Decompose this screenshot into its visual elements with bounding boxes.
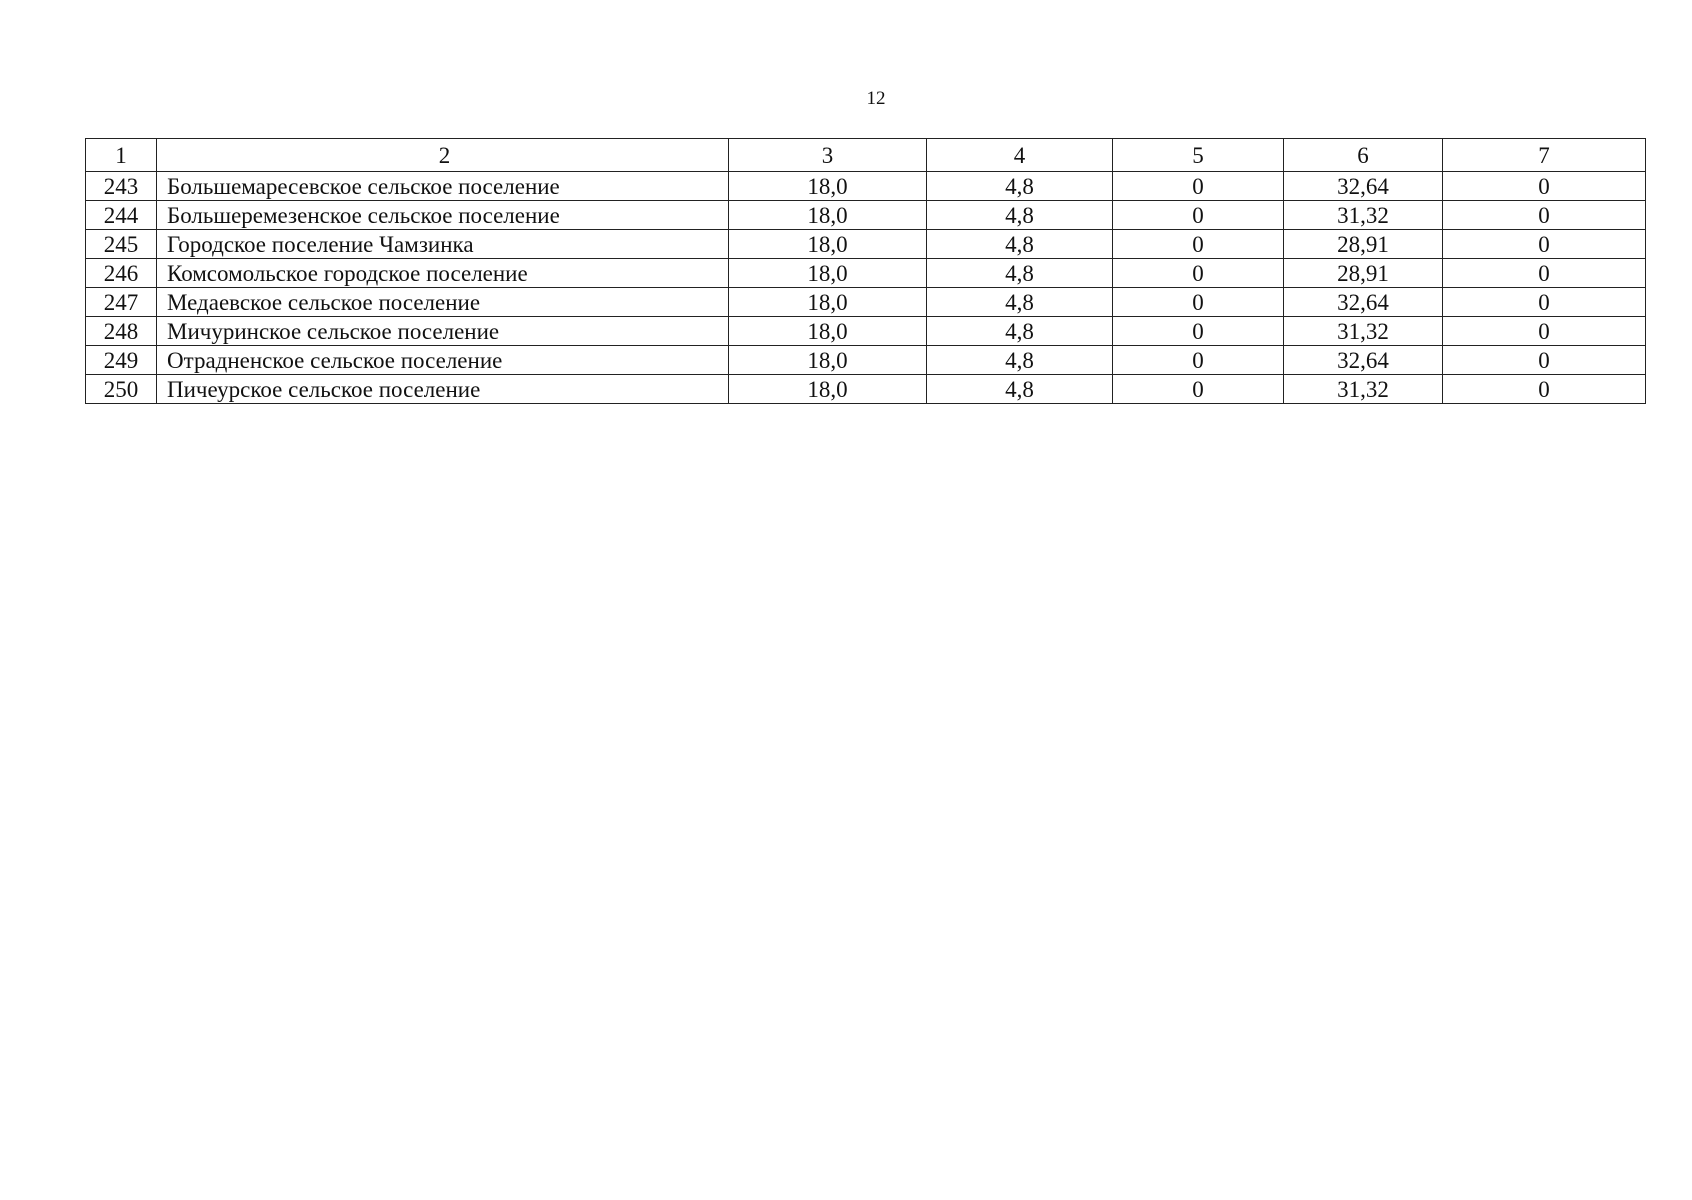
settlement-name-cell: Пичеурское сельское поселение [157, 375, 729, 404]
value-cell: 18,0 [729, 201, 927, 230]
row-number-cell: 248 [86, 317, 157, 346]
value-cell: 32,64 [1284, 288, 1443, 317]
value-cell: 4,8 [927, 375, 1113, 404]
table-row [86, 288, 1646, 317]
value-cell: 0 [1113, 230, 1284, 259]
table-row [86, 230, 1646, 259]
value-cell: 18,0 [729, 288, 927, 317]
table-row [86, 317, 1646, 346]
header-cell: 4 [927, 139, 1113, 172]
value-cell: 4,8 [927, 346, 1113, 375]
row-number-cell: 249 [86, 346, 157, 375]
value-cell: 0 [1113, 201, 1284, 230]
table-header-row [86, 139, 1646, 172]
value-cell: 4,8 [927, 288, 1113, 317]
settlement-name-cell: Городское поселение Чамзинка [157, 230, 729, 259]
row-number-cell: 246 [86, 259, 157, 288]
value-cell: 0 [1443, 288, 1646, 317]
value-cell: 32,64 [1284, 346, 1443, 375]
value-cell: 0 [1113, 375, 1284, 404]
settlement-name-cell: Большемаресевское сельское поселение [157, 172, 729, 201]
table-row [86, 375, 1646, 404]
value-cell: 4,8 [927, 259, 1113, 288]
value-cell: 0 [1443, 317, 1646, 346]
settlement-name-cell: Большеремезенское сельское поселение [157, 201, 729, 230]
value-cell: 4,8 [927, 172, 1113, 201]
value-cell: 0 [1113, 259, 1284, 288]
value-cell: 4,8 [927, 201, 1113, 230]
row-number-cell: 244 [86, 201, 157, 230]
row-number-cell: 245 [86, 230, 157, 259]
table-row [86, 172, 1646, 201]
header-cell: 3 [729, 139, 927, 172]
value-cell: 0 [1443, 346, 1646, 375]
value-cell: 4,8 [927, 317, 1113, 346]
settlement-name-cell: Мичуринское сельское поселение [157, 317, 729, 346]
value-cell: 31,32 [1284, 201, 1443, 230]
table-row [86, 201, 1646, 230]
value-cell: 4,8 [927, 230, 1113, 259]
value-cell: 0 [1113, 346, 1284, 375]
value-cell: 32,64 [1284, 172, 1443, 201]
header-cell: 5 [1113, 139, 1284, 172]
value-cell: 18,0 [729, 172, 927, 201]
settlement-name-cell: Отрадненское сельское поселение [157, 346, 729, 375]
table-row [86, 259, 1646, 288]
settlement-name-cell: Медаевское сельское поселение [157, 288, 729, 317]
value-cell: 0 [1443, 201, 1646, 230]
value-cell: 0 [1443, 230, 1646, 259]
value-cell: 28,91 [1284, 230, 1443, 259]
value-cell: 18,0 [729, 346, 927, 375]
row-number-cell: 247 [86, 288, 157, 317]
header-cell: 1 [86, 139, 157, 172]
value-cell: 0 [1113, 288, 1284, 317]
value-cell: 0 [1113, 317, 1284, 346]
settlement-name-cell: Комсомольское городское поселение [157, 259, 729, 288]
header-cell: 6 [1284, 139, 1443, 172]
row-number-cell: 250 [86, 375, 157, 404]
value-cell: 0 [1443, 375, 1646, 404]
value-cell: 18,0 [729, 230, 927, 259]
value-cell: 0 [1443, 259, 1646, 288]
page-number: 12 [866, 88, 886, 109]
value-cell: 18,0 [729, 259, 927, 288]
header-cell: 7 [1443, 139, 1646, 172]
value-cell: 31,32 [1284, 375, 1443, 404]
value-cell: 0 [1443, 172, 1646, 201]
value-cell: 0 [1113, 172, 1284, 201]
value-cell: 31,32 [1284, 317, 1443, 346]
value-cell: 18,0 [729, 375, 927, 404]
header-cell: 2 [157, 139, 729, 172]
table-row [86, 346, 1646, 375]
value-cell: 28,91 [1284, 259, 1443, 288]
row-number-cell: 243 [86, 172, 157, 201]
data-table [85, 138, 1646, 404]
value-cell: 18,0 [729, 317, 927, 346]
